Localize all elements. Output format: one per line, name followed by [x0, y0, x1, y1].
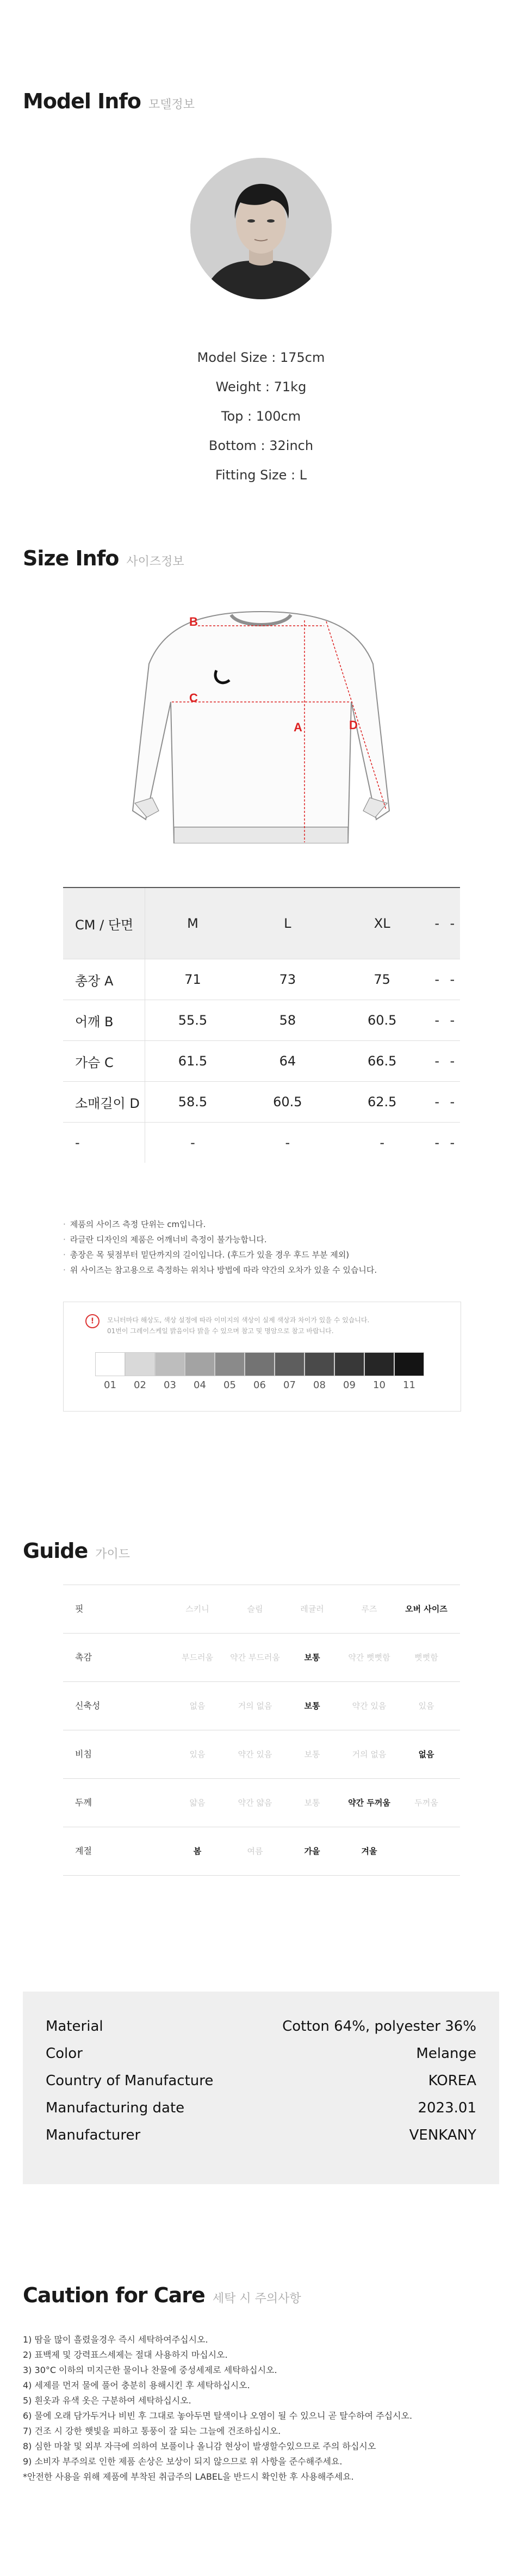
guide-row-label: 촉감	[75, 1652, 92, 1662]
size-table-header-cell: M	[145, 888, 240, 959]
care-instructions	[23, 2332, 412, 2485]
product-info-key: Material	[46, 2018, 103, 2035]
size-table-cell: -	[430, 1041, 445, 1082]
guide-heading	[23, 1539, 130, 1563]
size-table-cell: -	[445, 1082, 460, 1123]
guide-subtitle: 가이드	[95, 1548, 130, 1561]
guide-row-label: 핏	[75, 1604, 84, 1614]
product-info-row	[46, 2095, 476, 2121]
care-title: Caution for Care	[23, 2283, 205, 2307]
size-table-header-cell: XL	[335, 888, 430, 959]
size-table-cell: -	[445, 1041, 460, 1082]
size-table-cell: -	[430, 1082, 445, 1123]
product-info-row	[46, 2122, 476, 2148]
product-info-value: 2023.01	[418, 2100, 476, 2116]
size-note: · 제품의 사이즈 측정 단위는 cm입니다.	[63, 1217, 377, 1232]
guide-option: 오버 사이즈	[405, 1604, 448, 1614]
size-table-cell: 소매길이 D	[63, 1082, 145, 1123]
size-table-header-cell: -	[445, 888, 460, 959]
size-table-cell: -	[450, 1135, 455, 1150]
care-subtitle: 세탁 시 주의사항	[212, 2292, 301, 2306]
grayscale-swatch	[125, 1352, 155, 1376]
grayscale-swatch	[155, 1352, 185, 1376]
size-table-header-cell: -	[430, 888, 445, 959]
guide-option: 있음	[189, 1749, 206, 1759]
grayscale-swatch	[245, 1352, 275, 1376]
size-table-cell: 62.5	[335, 1082, 430, 1123]
diagram-label-d: D	[349, 718, 358, 732]
guide-option: 부드러움	[182, 1653, 213, 1662]
model-spec-weight: Weight : 71kg	[215, 379, 307, 395]
diagram-label-c: C	[189, 691, 198, 705]
model-info-subtitle: 모델정보	[148, 98, 195, 112]
size-table-cell: -	[445, 1000, 460, 1041]
size-table-cell: -	[430, 1000, 445, 1041]
grayscale-swatch	[275, 1352, 304, 1376]
guide-row	[63, 1634, 460, 1682]
guide-row	[63, 1827, 460, 1876]
color-notice-box	[63, 1302, 461, 1412]
guide-option: 약간 있음	[238, 1749, 272, 1759]
care-heading	[23, 2283, 301, 2307]
care-line: 4) 세제를 먼저 물에 풀어 충분히 용해시킨 후 세탁하십시오.	[23, 2380, 250, 2390]
care-line: 8) 심한 마찰 및 외부 자극에 의하여 보풀이나 올니감 현상이 발생할수있으므로 주의 하십시오	[23, 2441, 376, 2451]
model-spec-bottom: Bottom : 32inch	[208, 438, 314, 453]
guide-option: 레귤러	[300, 1604, 324, 1614]
size-table-cell: 58.5	[145, 1082, 240, 1123]
size-table-row	[63, 1123, 460, 1163]
guide-option: 가을	[304, 1846, 320, 1856]
grayscale-swatch-label: 07	[283, 1379, 296, 1391]
size-notes	[63, 1217, 377, 1278]
size-table-cell: 64	[240, 1041, 335, 1082]
grayscale-swatch	[95, 1352, 125, 1376]
size-table-cell: 가슴 C	[63, 1041, 145, 1082]
guide-table	[63, 1585, 460, 1876]
care-line: 2) 표백제 및 강력표스세제는 절대 사용하지 마십시오.	[23, 2350, 228, 2360]
grayscale-swatch-label: 04	[194, 1379, 206, 1391]
care-line: 7) 건조 시 강한 햇빛을 피하고 통풍이 잘 되는 그늘에 건조하십시오.	[23, 2426, 281, 2436]
product-info-value: Cotton 64%, polyester 36%	[282, 2018, 476, 2035]
product-info-value: Melange	[416, 2045, 476, 2062]
size-table-cell: -	[63, 1123, 145, 1163]
size-table-cell: 66.5	[335, 1041, 430, 1082]
guide-row-label: 신축성	[75, 1700, 101, 1711]
product-info-box	[23, 1992, 499, 2184]
guide-option: 약간 있음	[352, 1701, 387, 1711]
guide-option: 두꺼움	[414, 1798, 438, 1808]
product-info-row	[46, 2041, 476, 2067]
size-table-cell: 60.5	[335, 1000, 430, 1041]
product-info-key: Manufacturer	[46, 2127, 141, 2143]
guide-option: 있음	[418, 1701, 434, 1711]
model-info-title: Model Info	[23, 89, 141, 113]
size-table-header	[63, 888, 460, 959]
sweater-size-diagram	[130, 604, 391, 843]
size-table-row	[63, 1082, 460, 1123]
size-table-cell: 61.5	[145, 1041, 240, 1082]
size-table-cell: -	[285, 1135, 290, 1150]
size-table-cell: 71	[145, 959, 240, 1000]
care-line: 3) 30°C 이하의 미지근한 물이나 찬물에 중성세제로 세탁하십시오.	[23, 2365, 277, 2375]
grayscale-swatch	[394, 1352, 424, 1376]
grayscale-swatch-label: 03	[164, 1379, 176, 1391]
guide-option: 보통	[304, 1749, 320, 1759]
care-line: 1) 땀을 많이 흘렸을경우 즉시 세탁하여주십시오.	[23, 2334, 208, 2345]
size-table-row	[63, 1000, 460, 1041]
size-note: · 총장은 목 뒷점부터 밑단까지의 길이입니다. (후드가 있을 경우 후드 부분 제외)	[63, 1247, 377, 1262]
diagram-label-a: A	[294, 720, 302, 734]
diagram-label-b: B	[189, 615, 198, 628]
model-specs	[0, 343, 522, 490]
product-info-value: KOREA	[428, 2073, 476, 2089]
grayscale-swatch-label: 05	[223, 1379, 236, 1391]
product-info-key: Manufacturing date	[46, 2100, 185, 2116]
guide-row-label: 비침	[75, 1749, 92, 1759]
model-spec-fitting: Fitting Size : L	[215, 467, 307, 483]
size-table-cell: 75	[335, 959, 430, 1000]
guide-option: 보통	[304, 1798, 320, 1808]
size-table-cell: 73	[240, 959, 335, 1000]
size-note: · 위 사이즈는 참고용으로 측정하는 위치나 방법에 따라 약간의 오차가 있을 수 있습니다.	[63, 1262, 377, 1278]
grayscale-swatch	[185, 1352, 215, 1376]
product-info-row	[46, 2013, 476, 2039]
size-table	[63, 887, 460, 1163]
size-table-cell: -	[380, 1135, 384, 1150]
size-table-cell: 60.5	[240, 1082, 335, 1123]
size-table-row	[63, 959, 460, 1000]
product-info-value: VENKANY	[409, 2127, 476, 2143]
guide-option: 약간 두꺼움	[348, 1798, 390, 1808]
grayscale-swatch	[364, 1352, 394, 1376]
guide-title: Guide	[23, 1539, 88, 1563]
size-note: · 라글란 디자인의 제품은 어깨너비 측정이 불가능합니다.	[63, 1232, 377, 1247]
size-table-cell: 어깨 B	[63, 1000, 145, 1041]
size-table-header-cell: CM / 단면	[63, 888, 145, 959]
size-info-title: Size Info	[23, 546, 119, 570]
product-info-key: Country of Manufacture	[46, 2073, 214, 2089]
color-notice-line1: 모니터마다 해상도, 색상 설정에 따라 이미지의 색상이 실제 색상과 차이가 있을 수 있습니다.	[107, 1316, 370, 1324]
guide-option: 보통	[304, 1653, 320, 1662]
grayscale-swatch	[334, 1352, 364, 1376]
guide-row	[63, 1779, 460, 1827]
grayscale-swatch-labels	[95, 1379, 424, 1391]
product-info-row	[46, 2068, 476, 2094]
grayscale-swatches	[95, 1352, 424, 1376]
guide-row	[63, 1585, 460, 1634]
guide-option: 거의 없음	[352, 1749, 387, 1759]
guide-option: 없음	[189, 1701, 206, 1711]
model-info-heading	[23, 89, 195, 113]
grayscale-swatch-label: 08	[313, 1379, 326, 1391]
guide-row-label: 두께	[75, 1797, 92, 1808]
care-line: 6) 물에 오래 담가두거나 비빈 후 그대로 놓아두면 탈색이나 오염이 될 수 있으니 곧 탈수하여 주십시오.	[23, 2411, 413, 2421]
grayscale-swatch-label: 02	[134, 1379, 146, 1391]
model-spec-size: Model Size : 175cm	[197, 350, 325, 365]
care-line: 9) 소비자 부주의로 인한 제품 손상은 보상이 되지 않으므로 위 사항을 준수해주세요.	[23, 2456, 343, 2467]
guide-option: 없음	[418, 1749, 434, 1759]
size-info-subtitle: 사이즈정보	[126, 555, 184, 569]
guide-option: 루즈	[361, 1604, 377, 1614]
model-photo	[190, 158, 332, 299]
size-table-cell: -	[430, 959, 445, 1000]
guide-option: 슬림	[247, 1604, 263, 1614]
guide-option: 여름	[247, 1846, 263, 1856]
care-line: *안전한 사용을 위해 제품에 부착된 취급주의 LABEL을 반드시 확인한 후 사용해주세요.	[23, 2472, 354, 2482]
guide-option: 약간 부드러움	[230, 1653, 280, 1662]
guide-row-label: 계절	[75, 1846, 92, 1856]
size-table-row	[63, 1041, 460, 1082]
size-info-heading	[23, 546, 184, 570]
guide-option: 약간 얇음	[238, 1798, 272, 1808]
grayscale-swatch	[215, 1352, 245, 1376]
grayscale-swatch-label: 10	[373, 1379, 386, 1391]
size-table-cell: -	[445, 959, 460, 1000]
guide-option: 얇음	[189, 1798, 206, 1808]
guide-row	[63, 1682, 460, 1730]
guide-option: 거의 없음	[238, 1701, 272, 1711]
product-info-key: Color	[46, 2045, 83, 2062]
guide-option: 스키니	[185, 1604, 209, 1614]
guide-row	[63, 1730, 460, 1779]
grayscale-swatch-label: 06	[253, 1379, 266, 1391]
size-table-cell: 58	[240, 1000, 335, 1041]
grayscale-swatch	[304, 1352, 334, 1376]
guide-option: 봄	[193, 1846, 202, 1856]
grayscale-swatch-label: 11	[403, 1379, 415, 1391]
size-table-cell: 55.5	[145, 1000, 240, 1041]
grayscale-swatch-label: 01	[104, 1379, 116, 1391]
guide-option: 겨울	[361, 1846, 377, 1856]
care-line: 5) 흰옷과 유색 옷은 구분하여 세탁하십시오.	[23, 2395, 191, 2406]
warning-icon: !	[85, 1314, 100, 1328]
model-spec-top: Top : 100cm	[221, 409, 301, 424]
guide-option: 보통	[304, 1701, 320, 1711]
guide-option: 뻣뻣함	[414, 1653, 438, 1662]
size-table-header-cell: L	[240, 888, 335, 959]
grayscale-swatch-label: 09	[343, 1379, 356, 1391]
size-table-cell: -	[190, 1135, 195, 1150]
color-notice-line2: 01번이 그레이스케일 밝음이다 밝을 수 있으며 참고 및 명암으로 참고 바랍니다.	[107, 1327, 334, 1335]
size-table-cell: 총장 A	[63, 959, 145, 1000]
size-table-cell: -	[434, 1135, 439, 1150]
guide-option: 약간 뻣뻣함	[348, 1653, 390, 1662]
